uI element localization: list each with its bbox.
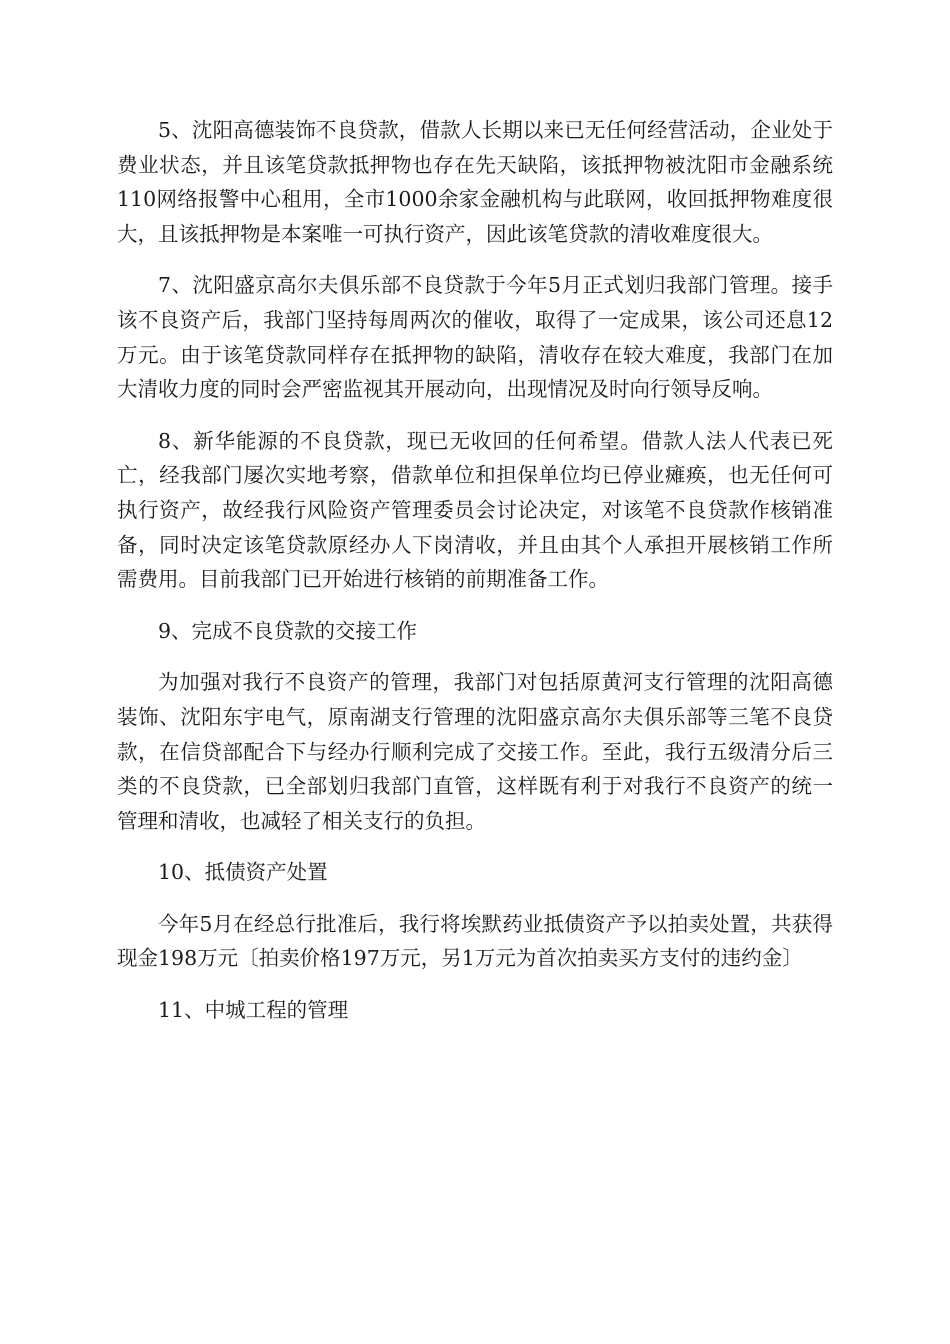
section-heading-10: 10、抵债资产处置 xyxy=(158,860,328,885)
section-heading-9: 9、完成不良贷款的交接工作 xyxy=(158,618,418,643)
paragraph-item-10: 今年5月在经总行批准后，我行将埃默药业抵债资产予以拍卖处置，共获得现金198万元〔拍卖价格197万元，另1万元为首次拍卖买方支付的违约金〕 xyxy=(117,911,833,971)
section-heading-11: 11、中城工程的管理 xyxy=(158,998,349,1023)
document-body xyxy=(117,113,833,1045)
paragraph-item-9: 为加强对我行不良资产的管理，我部门对包括原黄河支行管理的沈阳高德装饰、沈阳东宇电气，原南湖支行管理的沈阳盛京高尔夫俱乐部等三笔不良贷款，在信贷部配合下与经办行顺利完成了交接工作。至此，我行五级清分后三类的不良贷款，已全部划归我部门直管，这样既有利于对我行不良资产的统一管理和清收，也减轻了相关支行的负担。 xyxy=(117,670,833,833)
paragraph-item-8: 8、新华能源的不良贷款，现已无收回的任何希望。借款人法人代表已死亡，经我部门屡次实地考察，借款单位和担保单位均已停业瘫痪，也无任何可执行资产，故经我行风险资产管理委员会讨论决定，对该笔不良贷款作核销准备，同时决定该笔贷款原经办人下岗清收，并且由其个人承担开展核销工作所需费用。目前我部门已开始进行核销的前期准备工作。 xyxy=(117,428,833,592)
paragraph-item-7: 7、沈阳盛京高尔夫俱乐部不良贷款于今年5月正式划归我部门管理。接手该不良资产后，我部门坚持每周两次的催收，取得了一定成果，该公司还息12万元。由于该笔贷款同样存在抵押物的缺陷，清收存在较大难度，我部门在加大清收力度的同时会严密监视其开展动向，出现情况及时向行领导反响。 xyxy=(117,273,833,402)
paragraph-item-5: 5、沈阳高德装饰不良贷款，借款人长期以来已无任何经营活动，企业处于费业状态，并且该笔贷款抵押物也存在先天缺陷，该抵押物被沈阳市金融系统110网络报警中心租用，全市1000余家金融机构与此联网，收回抵押物难度很大，且该抵押物是本案唯一可执行资产，因此该笔贷款的清收难度很大。 xyxy=(117,118,833,246)
